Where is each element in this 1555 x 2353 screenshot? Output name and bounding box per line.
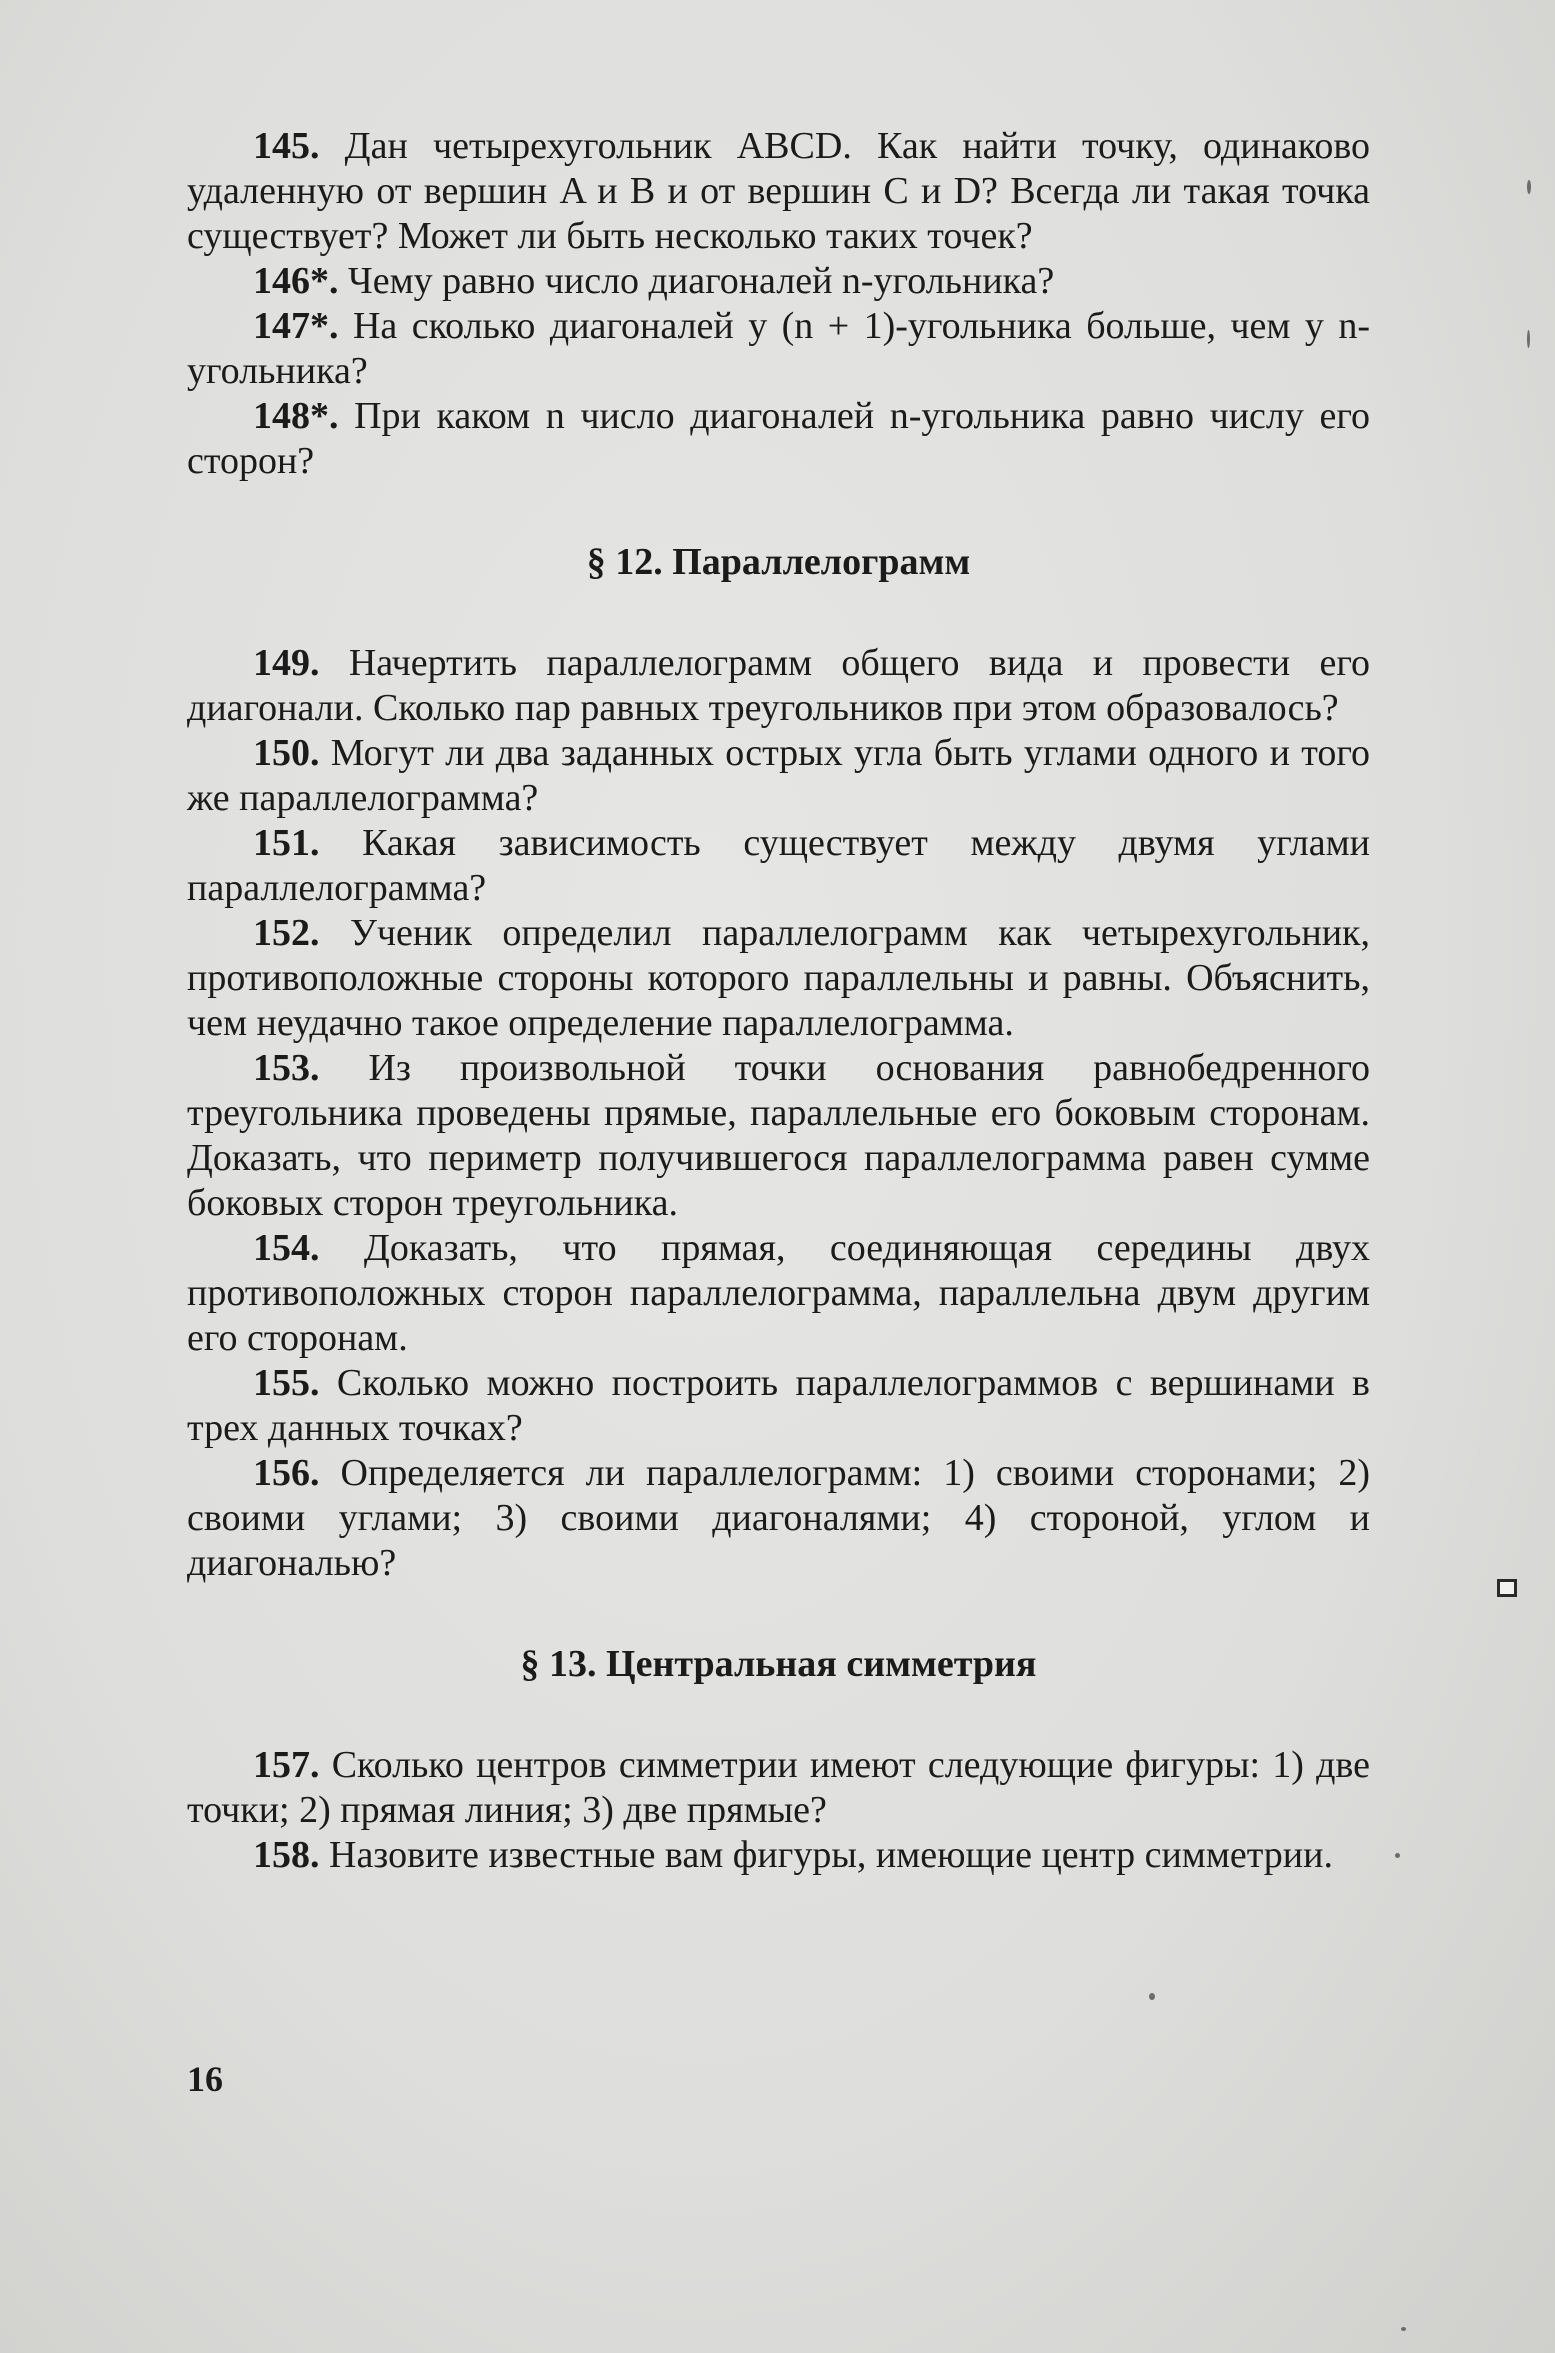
page-text: [187, 124, 1370, 1878]
ink-speck: [1395, 1853, 1400, 1858]
section-heading-12: [187, 540, 1370, 585]
ink-speck: [1527, 180, 1531, 194]
problem-item: [187, 394, 1370, 484]
problem-item: [187, 1743, 1370, 1833]
ink-speck: [1401, 2327, 1406, 2331]
page-number: 16: [187, 2059, 223, 2099]
problem-number: 155.: [253, 1362, 320, 1404]
problem-number: 145.: [253, 125, 320, 167]
problem-number: 151.: [253, 822, 320, 864]
problem-text: На сколько диагоналей у (n + 1)-угольника больше, чем у n-угольника?: [187, 305, 1370, 392]
problem-item: [187, 124, 1370, 259]
problem-item: [187, 731, 1370, 821]
problems-block-3: [187, 1743, 1370, 1878]
problem-text: Дан четырехугольник ABCD. Как найти точку, одинаково удаленную от вершин A и B и от вершин C и D? Всегда ли такая точка существует? Может ли быть несколько таких точек?: [187, 125, 1370, 257]
problem-item: [187, 259, 1370, 304]
problem-number: 153.: [253, 1047, 320, 1089]
ink-speck: [1527, 330, 1530, 348]
section-symbol: § 13.: [520, 1643, 597, 1685]
problem-item: [187, 1361, 1370, 1451]
problem-text: Какая зависимость существует между двумя углами параллелограмма?: [187, 822, 1370, 909]
problem-item: [187, 911, 1370, 1046]
problem-number: 150.: [253, 732, 320, 774]
problem-text: Из произвольной точки основания равнобедренного треугольника проведены прямые, параллельные его боковым сторонам. Доказать, что периметр получившегося параллелограмма равен сумме боковых сторон треугольника.: [187, 1047, 1370, 1224]
problem-number: 152.: [253, 912, 320, 954]
problem-number: 147*.: [253, 305, 339, 347]
problem-text: Назовите известные вам фигуры, имеющие центр симметрии.: [319, 1834, 1333, 1876]
problem-text: Ученик определил параллелограмм как четырехугольник, противоположные стороны которого параллельны и равны. Объяснить, чем неудачно такое определение параллелограмма.: [187, 912, 1370, 1044]
problem-item: [187, 1833, 1370, 1878]
problems-block-1: [187, 124, 1370, 484]
section-title: Центральная симметрия: [606, 1643, 1037, 1685]
ink-speck: [1149, 1993, 1155, 2000]
problem-number: 146*.: [253, 260, 339, 302]
problem-number: 149.: [253, 642, 320, 684]
problems-block-2: [187, 641, 1370, 1586]
section-title: Параллелограмм: [672, 541, 971, 583]
problem-text: Сколько можно построить параллелограммов с вершинами в трех данных точках?: [187, 1362, 1370, 1449]
problem-number: 154.: [253, 1227, 320, 1269]
margin-square-mark: [1497, 1579, 1517, 1597]
problem-text: Доказать, что прямая, соединяющая середины двух противоположных сторон параллелограмма, параллельна двум другим его сторонам.: [187, 1227, 1370, 1359]
problem-item: [187, 1046, 1370, 1226]
problem-number: 158.: [253, 1834, 320, 1876]
problem-number: 156.: [253, 1452, 320, 1494]
problem-item: [187, 821, 1370, 911]
problem-number: 148*.: [253, 395, 339, 437]
problem-item: [187, 304, 1370, 394]
section-symbol: § 12.: [586, 541, 663, 583]
problem-item: [187, 641, 1370, 731]
problem-text: Могут ли два заданных острых угла быть углами одного и того же параллелограмма?: [187, 732, 1370, 819]
problem-text: Сколько центров симметрии имеют следующие фигуры: 1) две точки; 2) прямая линия; 3) две прямые?: [187, 1744, 1370, 1831]
problem-text: При каком n число диагоналей n-угольника равно числу его сторон?: [187, 395, 1370, 482]
problem-text: Определяется ли параллелограмм: 1) своими сторонами; 2) своими углами; 3) своими диагоналями; 4) стороной, углом и диагональю?: [187, 1452, 1370, 1584]
section-heading-13: [187, 1642, 1370, 1687]
problem-text: Начертить параллелограмм общего вида и провести его диагонали. Сколько пар равных треугольников при этом образовалось?: [187, 642, 1370, 729]
problem-number: 157.: [253, 1744, 320, 1786]
problem-item: [187, 1226, 1370, 1361]
problem-text: Чему равно число диагоналей n-угольника?: [338, 260, 1055, 302]
problem-item: [187, 1451, 1370, 1586]
